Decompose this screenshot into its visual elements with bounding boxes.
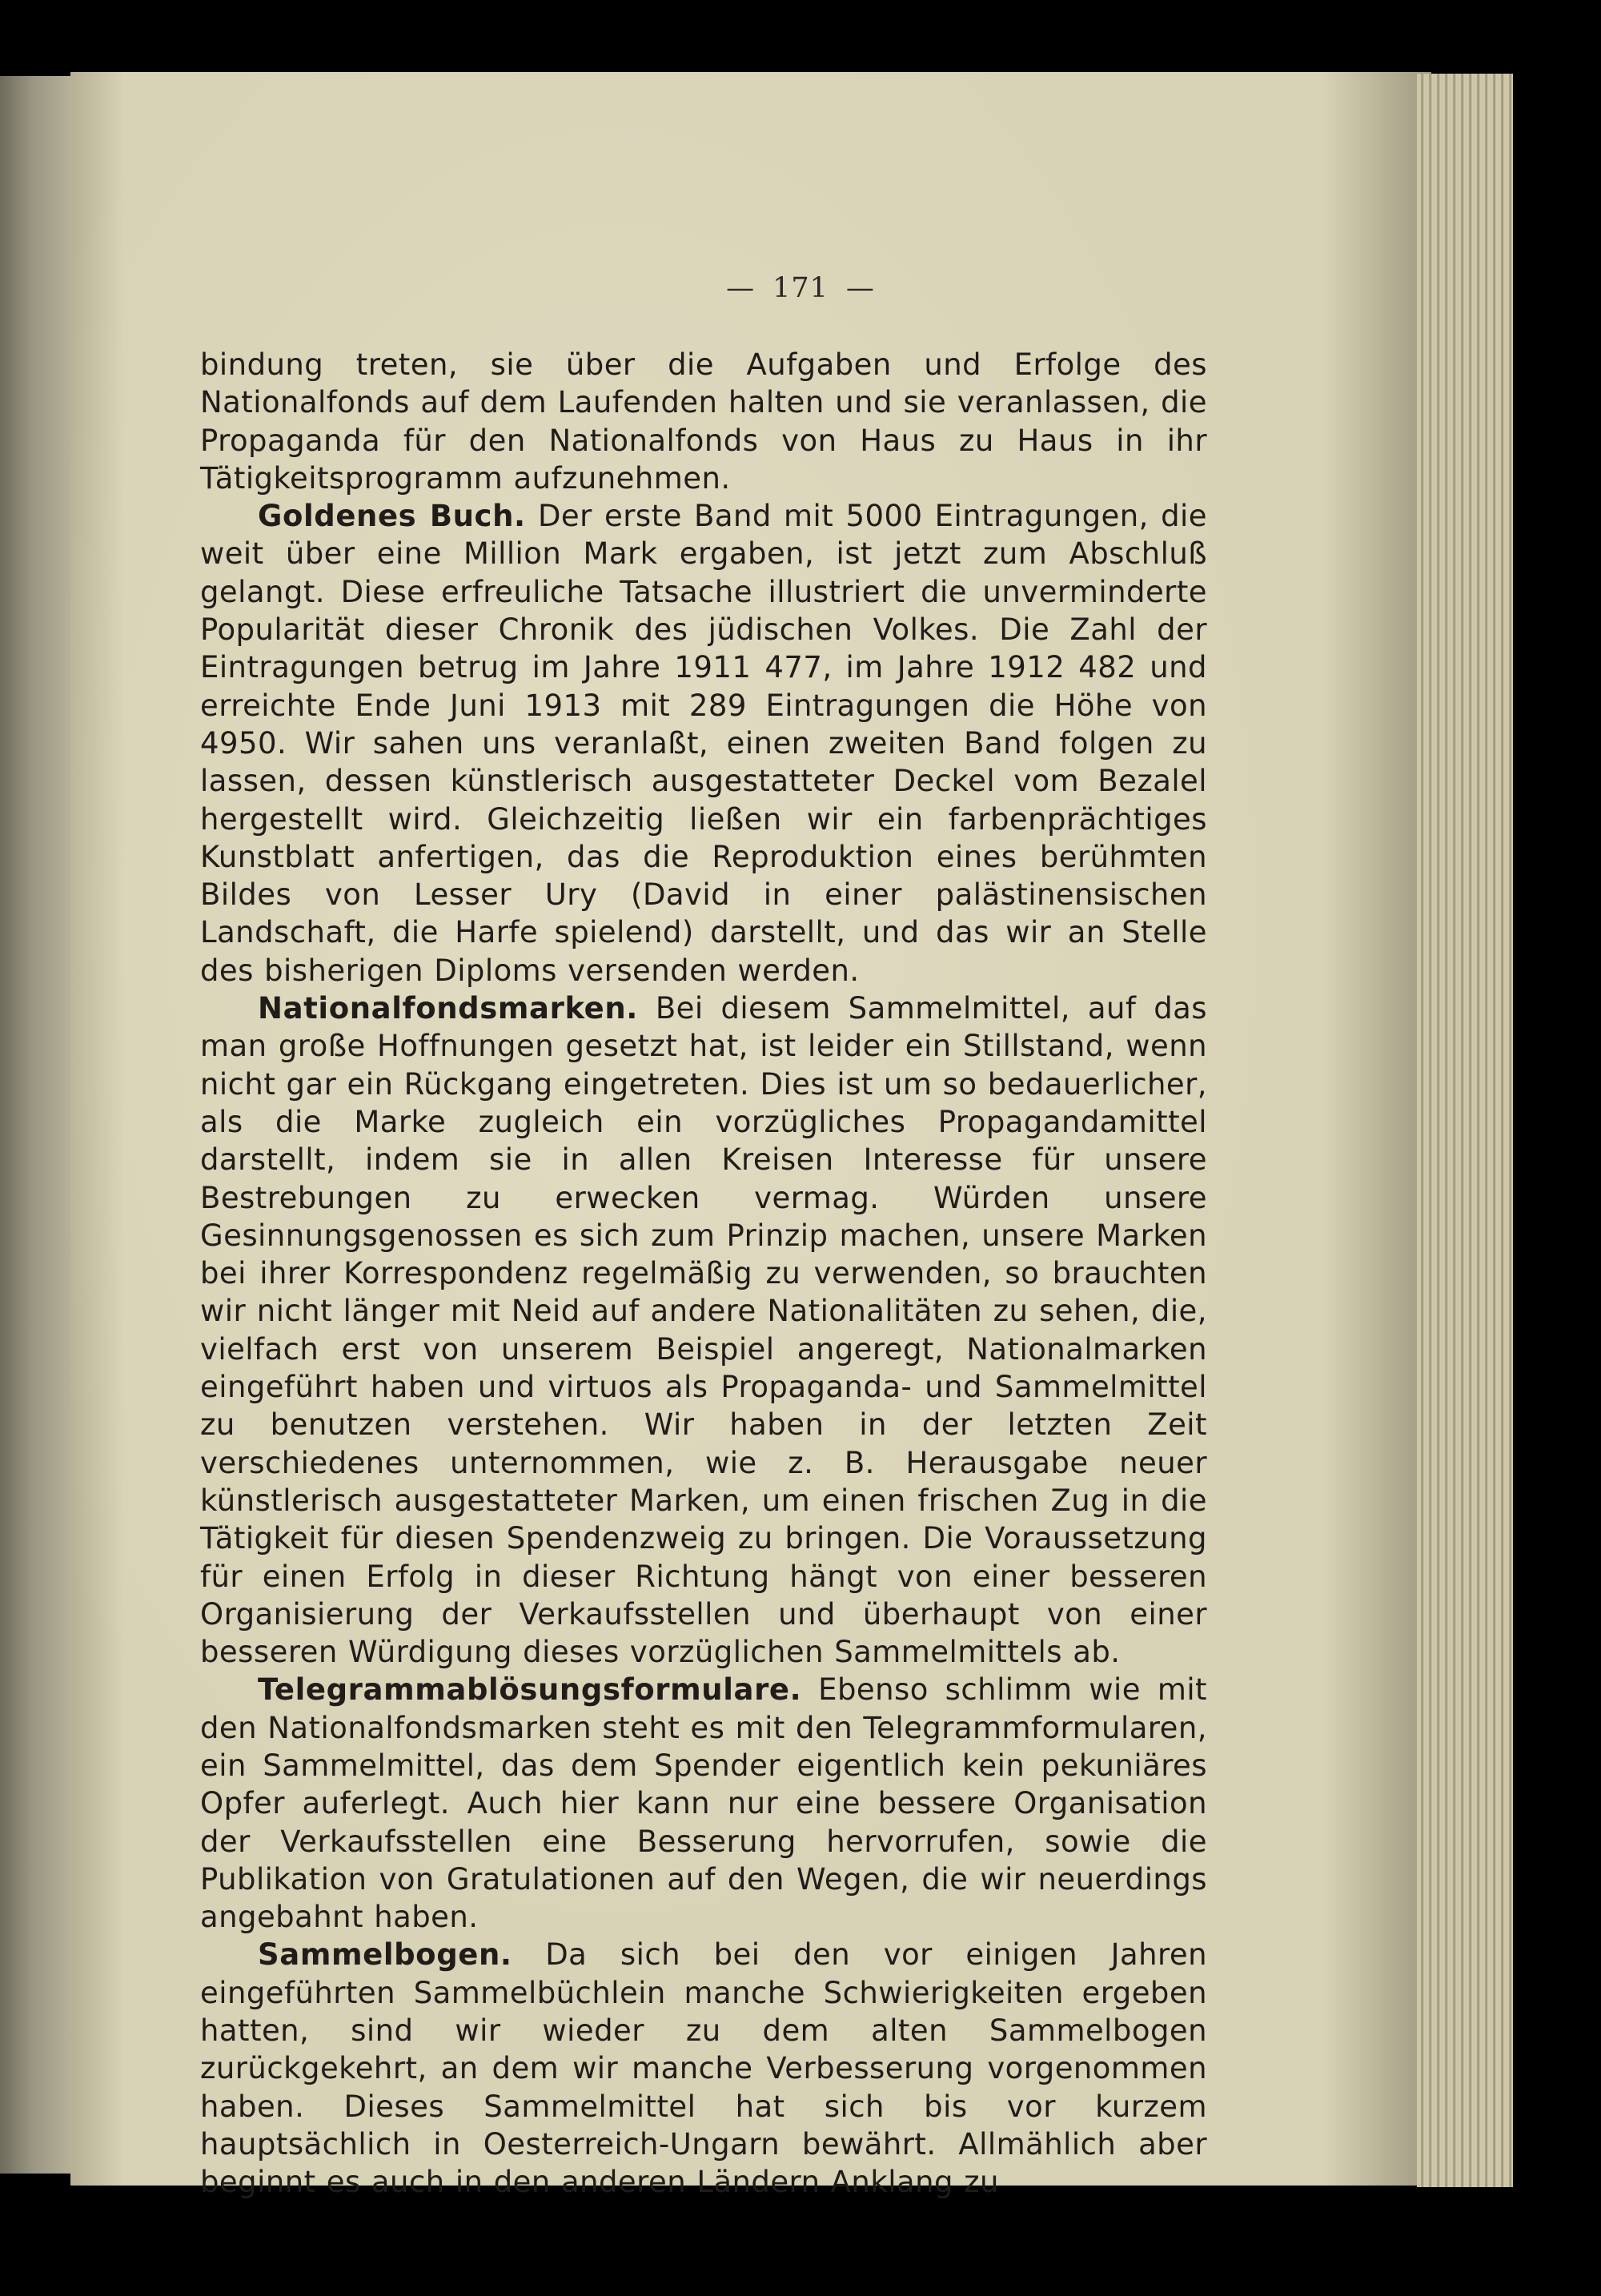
section-heading-goldenes-buch: Goldenes Buch. — [258, 499, 526, 534]
page-number-dash-left: — — [726, 272, 756, 304]
paragraph-text: Da sich bei den vor einigen Jahren eingeführten Sammelbüchlein manche Schwierigkeiten ergeben hatten, sind wir wieder zu dem alten Sammelbogen zurückgekehrt, an dem wir manche Verbesserung vorgenommen haben. Dieses Sammelmittel hat sich bis vor kurzem hauptsächlich in Oesterreich-Ungarn bewährt. Allmählich aber beginnt es auch in den anderen Ländern Anklang zu — [200, 1937, 1207, 2200]
section-heading-sammelbogen: Sammelbogen. — [258, 1937, 512, 1973]
paragraph-text: Ebenso schlimm wie mit den Nationalfondsmarken steht es mit den Telegrammformularen, ein Sammelmittel, das dem Spender eigentlich kein pekuniäres Opfer auferlegt. Auch hier kann nur eine bessere Organisation der Verkaufsstellen eine Besserung hervorrufen, sowie die Publikation von Gratulationen auf den Wegen, die wir neuerdings angebahnt haben. — [200, 1672, 1208, 1935]
paragraph-nationalfondsmarken — [200, 989, 1207, 1671]
page-number-value: 171 — [772, 272, 829, 304]
paragraph-sammelbogen — [200, 1936, 1207, 2201]
paragraph-text: Bei diesem Sammelmittel, auf das man große Hoffnungen gesetzt hat, ist leider ein Stillstand, wenn nicht gar ein Rückgang eingetreten. Dies ist um so bedauerlicher, als die Marke zugleich ein vorzügliches Propagandamittel darstellt, indem sie in allen Kreisen Interesse für unsere Bestrebungen zu erwecken vermag. Würden unsere Gesinnungsgenossen es sich zum Prinzip machen, unsere Marken bei ihrer Korrespondenz regelmäßig zu verwenden, so brauchten wir nicht länger mit Neid auf andere Nationalitäten zu sehen, die, vielfach erst von unserem Beispiel angeregt, Nationalmarken eingeführt haben und virtuos als Propaganda- und Sammelmittel zu benutzen verstehen. Wir haben in der letzten Zeit verschiedenes unternommen, wie z. B. Herausgabe neuer künstlerisch ausgestatteter Marken, um einen frischen Zug in die Tätigkeit für diesen Spendenzweig zu bringen. Die Voraussetzung für einen Erfolg in dieser Richtung hängt von einer besseren Organisierung der Verkaufsstellen und überhaupt von einer besseren Würdigung dieses vorzüglichen Sammelmittels ab. — [200, 991, 1208, 1670]
body-text — [200, 346, 1207, 2202]
left-page-edge — [0, 76, 72, 2174]
section-heading-nationalfondsmarken: Nationalfondsmarken. — [258, 991, 638, 1026]
paragraph-telegrammabloesungsformulare — [200, 1671, 1207, 1936]
paragraph-goldenes-buch — [200, 497, 1207, 989]
paragraph-text: Der erste Band mit 5000 Eintragungen, die weit über eine Million Mark ergaben, ist jetzt zum Abschluß gelangt. Diese erfreuliche Tatsache illustriert die unverminderte Popularität dieser Chronik des jüdischen Volkes. Die Zahl der Eintragungen betrug im Jahre 1911 477, im Jahre 1912 482 und erreichte Ende Juni 1913 mit 289 Eintragungen die Höhe von 4950. Wir sahen uns veranlaßt, einen zweiten Band folgen zu lassen, dessen künstlerisch ausgestatteter Deckel vom Bezalel hergestellt wird. Gleichzeitig ließen wir ein farbenprächtiges Kunstblatt anfertigen, das die Reproduktion eines berühmten Bildes von Lesser Ury (David in einer palästinensischen Landschaft, die Harfe spielend) darstellt, und das wir an Stelle des bisherigen Diploms versenden werden. — [200, 499, 1207, 988]
section-heading-telegrammabloesungsformulare: Telegrammablösungsformulare. — [258, 1672, 802, 1708]
page-number — [0, 272, 1601, 304]
paragraph-text: bindung treten, sie über die Aufgaben und Erfolge des Nationalfonds auf dem Laufenden halten und sie veranlassen, die Propaganda für den Nationalfonds von Haus zu Haus in ihr Tätigkeitsprogramm aufzunehmen. — [200, 347, 1207, 496]
page-number-dash-right: — — [845, 272, 875, 304]
paragraph-continuation — [200, 346, 1207, 497]
page-block-edges — [1417, 74, 1513, 2187]
